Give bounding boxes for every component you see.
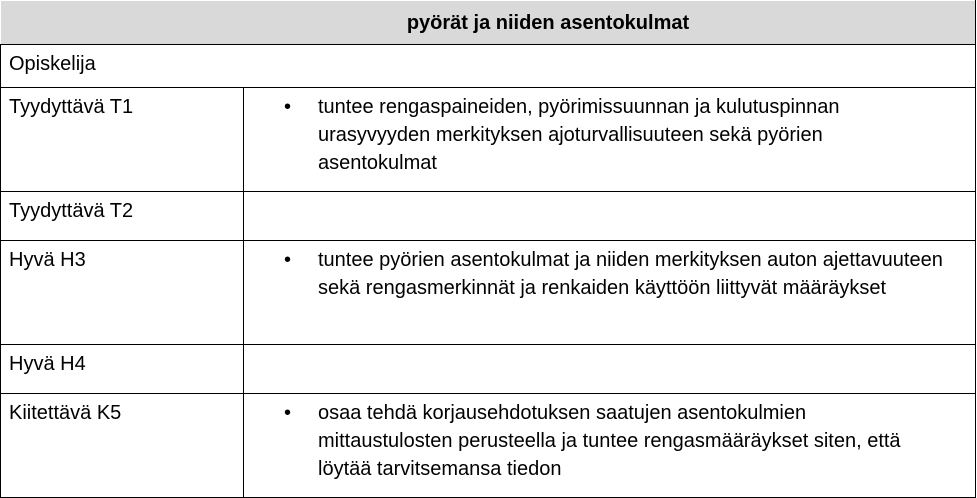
criteria-text: tuntee pyörien asentokulmat ja niiden merkityksen auton ajettavuuteen sekä rengasmerkinnät ja renkaiden käyttöön liittyvät määräykset — [318, 249, 943, 299]
row-description-cell — [244, 88, 976, 192]
row-label: Tyydyttävä T1 — [1, 88, 244, 192]
table-row-h4 — [1, 345, 976, 394]
table-row-t1 — [1, 88, 976, 192]
bullet-icon: • — [284, 402, 292, 424]
criteria-list — [244, 399, 945, 483]
row-label: Kiitettävä K5 — [1, 394, 244, 498]
table-row-opiskelija — [1, 45, 976, 88]
row-label: Tyydyttävä T2 — [1, 192, 244, 241]
bullet-icon: • — [284, 96, 292, 118]
table-row-h3 — [1, 241, 976, 345]
bullet-icon: • — [284, 249, 292, 271]
table-row-k5 — [1, 394, 976, 498]
criteria-text: tuntee rengaspaineiden, pyörimissuunnan ja kulutuspinnan urasyvyyden merkityksen ajoturvallisuuteen sekä pyörien asentokulmat — [318, 96, 840, 174]
criteria-list — [244, 93, 945, 177]
criteria-item — [284, 93, 945, 177]
row-description-cell — [244, 394, 976, 498]
row-description-cell — [244, 241, 976, 345]
criteria-text: osaa tehdä korjausehdotuksen saatujen asentokulmien mittaustulosten perusteella ja tuntee rengasmääräykset siten, että löytää tarvitsemansa tiedon — [318, 402, 901, 480]
table-header-row — [1, 1, 976, 45]
table-title: pyörät ja niiden asentokulmat — [1, 1, 976, 45]
criteria-item — [284, 399, 945, 483]
row-label: Opiskelija — [1, 45, 976, 88]
table-row-t2 — [1, 192, 976, 241]
criteria-list — [244, 246, 945, 302]
criteria-item — [284, 246, 945, 302]
row-description-cell — [244, 192, 976, 241]
row-description-cell — [244, 345, 976, 394]
row-label: Hyvä H3 — [1, 241, 244, 345]
row-label: Hyvä H4 — [1, 345, 244, 394]
